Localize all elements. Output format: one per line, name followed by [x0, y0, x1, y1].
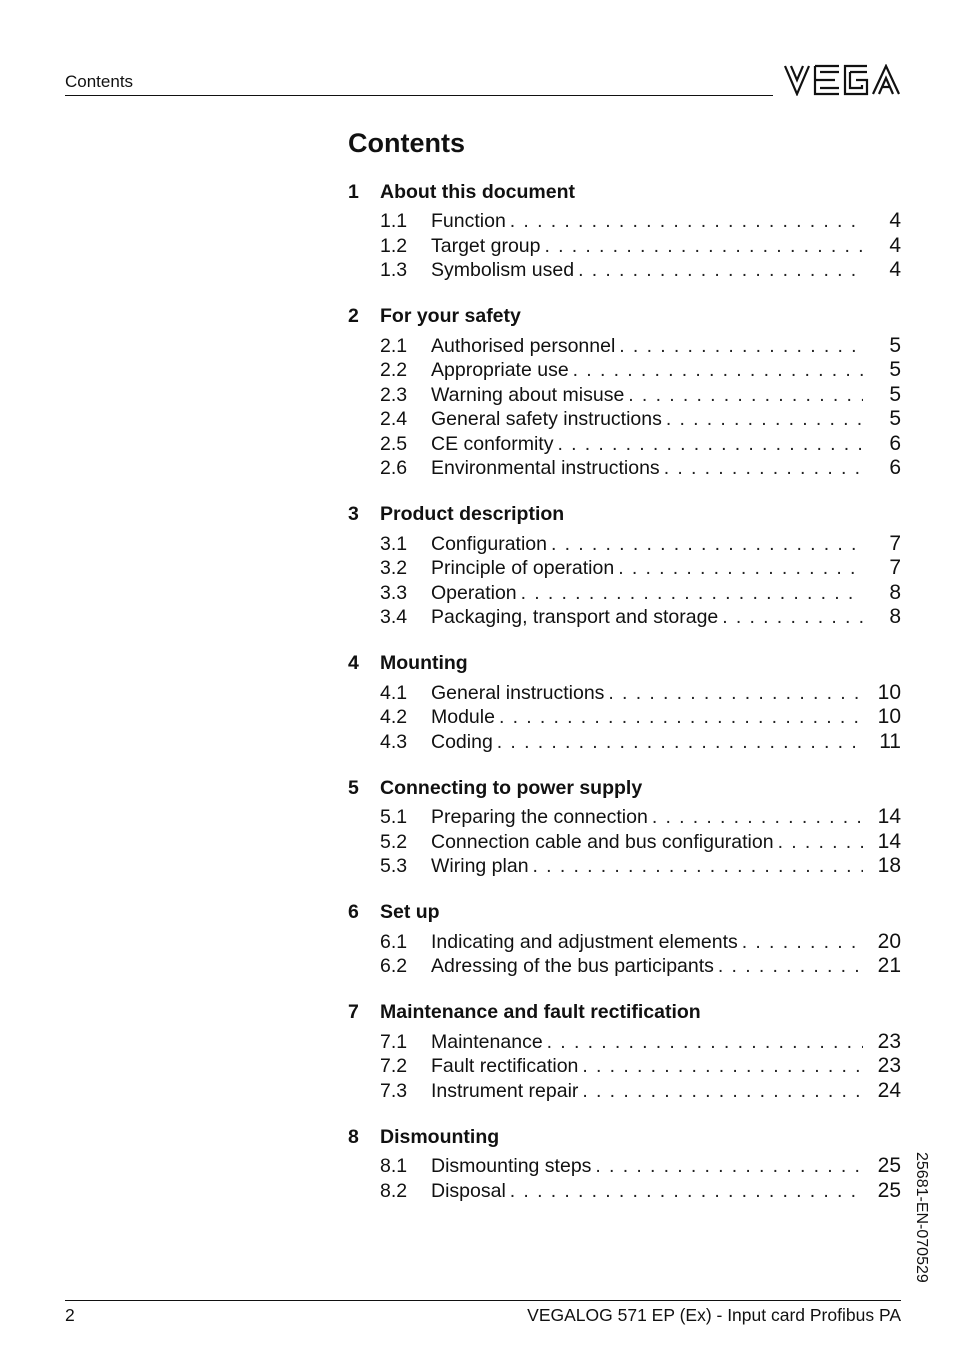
toc-entry[interactable] [348, 532, 901, 557]
section-title: Connecting to power supply [380, 776, 643, 799]
entry-page-number: 7 [889, 556, 901, 579]
toc-section [348, 501, 901, 630]
entry-number: 3.4 [380, 606, 408, 628]
dot-leader [664, 457, 863, 480]
dot-leader [582, 1055, 863, 1078]
entry-title: General safety instructions [431, 408, 662, 430]
toc-entry[interactable] [348, 1079, 901, 1104]
toc-entry[interactable] [348, 209, 901, 234]
section-title: For your safety [380, 305, 521, 327]
entry-number: 7.3 [380, 1079, 408, 1102]
entry-number: 5.1 [380, 806, 408, 828]
toc-section-heading[interactable] [348, 650, 901, 678]
entry-page-number: 21 [877, 954, 901, 977]
toc-section-heading[interactable] [348, 999, 901, 1027]
toc-section [348, 774, 901, 879]
entry-page-number: 25 [877, 1154, 901, 1177]
entry-page-number: 23 [877, 1054, 901, 1077]
entry-title: Disposal [431, 1179, 506, 1202]
section-title: Mounting [380, 652, 468, 674]
toc-entry[interactable] [348, 456, 901, 481]
entry-page-number: 4 [889, 233, 901, 257]
section-number: 2 [348, 305, 359, 327]
section-number: 5 [348, 776, 359, 799]
dot-leader [573, 359, 863, 382]
toc-entry[interactable] [348, 334, 901, 359]
header-section-label: Contents [65, 72, 134, 91]
entry-number: 2.4 [380, 408, 408, 430]
entry-page-number: 5 [889, 358, 901, 381]
dot-leader [497, 731, 863, 754]
entry-page-number: 5 [889, 333, 901, 357]
entry-number: 2.2 [380, 359, 408, 381]
toc-entry[interactable] [348, 1054, 901, 1079]
entry-title: Operation [431, 581, 517, 604]
dot-leader [551, 533, 863, 556]
toc-section-heading[interactable] [348, 303, 901, 331]
section-number: 7 [348, 1001, 359, 1023]
entry-title: Authorised personnel [431, 334, 616, 357]
dot-leader [499, 706, 863, 729]
entry-title: CE conformity [431, 432, 554, 455]
dot-leader [547, 1031, 863, 1054]
entry-page-number: 14 [877, 805, 901, 828]
table-of-contents [348, 178, 901, 1223]
section-number: 6 [348, 901, 359, 923]
vega-logo [783, 64, 901, 96]
section-title: Set up [380, 901, 440, 923]
entry-number: 6.2 [380, 955, 408, 977]
footer-rule [65, 1300, 901, 1301]
entry-title: Dismounting steps [431, 1155, 592, 1177]
dot-leader [545, 235, 864, 258]
dot-leader [582, 1080, 863, 1103]
dot-leader [778, 831, 863, 854]
entry-title: Function [431, 210, 506, 232]
dot-leader [608, 682, 863, 705]
entry-title: Symbolism used [431, 259, 575, 281]
section-number: 8 [348, 1125, 359, 1148]
entry-number: 8.1 [380, 1155, 408, 1177]
entry-page-number: 25 [877, 1178, 901, 1202]
toc-section [348, 1123, 901, 1203]
entry-title: Coding [431, 730, 493, 753]
entry-number: 8.2 [380, 1179, 408, 1202]
dot-leader [521, 582, 863, 605]
entry-page-number: 6 [889, 456, 901, 479]
toc-entry[interactable] [348, 407, 901, 432]
entry-number: 1.3 [380, 259, 408, 281]
entry-number: 5.2 [380, 830, 408, 853]
entry-title: Maintenance [431, 1030, 543, 1053]
entry-title: Fault rectification [431, 1055, 579, 1077]
entry-title: Target group [431, 234, 541, 257]
dot-leader [718, 955, 863, 978]
entry-number: 7.2 [380, 1055, 408, 1077]
entry-page-number: 20 [877, 929, 901, 953]
toc-entry[interactable] [348, 805, 901, 830]
toc-section [348, 303, 901, 481]
toc-section [348, 178, 901, 283]
entry-number: 2.6 [380, 457, 408, 479]
entry-title: Warning about misuse [431, 383, 625, 406]
section-number: 1 [348, 180, 359, 203]
entry-number: 3.1 [380, 532, 408, 555]
dot-leader [510, 210, 863, 233]
footer-document-title: VEGALOG 571 EP (Ex) - Input card Profibus PA [527, 1305, 901, 1325]
dot-leader [722, 606, 863, 629]
toc-section [348, 650, 901, 755]
toc-entry[interactable] [348, 830, 901, 855]
toc-entry[interactable] [348, 1179, 901, 1204]
entry-title: Module [431, 706, 495, 728]
toc-entry[interactable] [348, 258, 901, 283]
entry-title: Wiring plan [431, 855, 529, 877]
entry-page-number: 4 [889, 209, 901, 232]
toc-title: Contents [348, 128, 465, 158]
entry-page-number: 5 [889, 407, 901, 430]
dot-leader [510, 1180, 863, 1203]
toc-entry[interactable] [348, 234, 901, 259]
entry-page-number: 10 [877, 680, 901, 704]
footer-page-number: 2 [65, 1305, 75, 1325]
entry-page-number: 6 [889, 431, 901, 455]
section-number: 4 [348, 652, 359, 674]
entry-page-number: 8 [889, 580, 901, 604]
document-code: 25681-EN-070529 [913, 1152, 930, 1283]
entry-title: Environmental instructions [431, 457, 660, 479]
toc-section-heading[interactable] [348, 501, 901, 529]
entry-title: General instructions [431, 681, 605, 704]
toc-section [348, 899, 901, 979]
toc-entry[interactable] [348, 705, 901, 730]
entry-title: Packaging, transport and storage [431, 606, 719, 628]
toc-entry[interactable] [348, 681, 901, 706]
toc-entry[interactable] [348, 581, 901, 606]
toc-entry[interactable] [348, 954, 901, 979]
dot-leader [578, 259, 863, 282]
entry-page-number: 14 [877, 829, 901, 853]
entry-page-number: 23 [877, 1029, 901, 1053]
entry-page-number: 8 [889, 605, 901, 628]
dot-leader [628, 384, 863, 407]
entry-number: 4.3 [380, 730, 408, 753]
entry-page-number: 4 [889, 258, 901, 281]
entry-number: 2.5 [380, 432, 408, 455]
section-title: Product description [380, 503, 565, 525]
entry-page-number: 18 [877, 854, 901, 877]
toc-entry[interactable] [348, 854, 901, 879]
dot-leader [533, 855, 863, 878]
entry-title: Principle of operation [431, 557, 615, 579]
entry-number: 2.1 [380, 334, 408, 357]
entry-number: 5.3 [380, 855, 408, 877]
entry-number: 4.1 [380, 681, 408, 704]
section-title: Maintenance and fault rectification [380, 1001, 701, 1023]
entry-title: Configuration [431, 532, 547, 555]
dot-leader [595, 1155, 863, 1178]
toc-section [348, 999, 901, 1104]
toc-entry[interactable] [348, 383, 901, 408]
toc-section-heading[interactable] [348, 1123, 901, 1151]
toc-entry[interactable] [348, 358, 901, 383]
dot-leader [619, 335, 863, 358]
dot-leader [618, 557, 863, 580]
entry-title: Indicating and adjustment elements [431, 930, 738, 953]
toc-entry[interactable] [348, 730, 901, 755]
entry-title: Appropriate use [431, 359, 569, 381]
entry-page-number: 5 [889, 382, 901, 406]
entry-number: 1.1 [380, 210, 408, 232]
toc-entry[interactable] [348, 605, 901, 630]
entry-page-number: 10 [877, 705, 901, 728]
entry-number: 6.1 [380, 930, 408, 953]
entry-number: 4.2 [380, 706, 408, 728]
toc-section-heading[interactable] [348, 774, 901, 802]
dot-leader [652, 806, 863, 829]
dot-leader [557, 433, 863, 456]
entry-title: Adressing of the bus participants [431, 955, 714, 977]
section-title: Dismounting [380, 1125, 500, 1148]
dot-leader [666, 408, 863, 431]
entry-number: 7.1 [380, 1030, 408, 1053]
entry-page-number: 7 [889, 531, 901, 555]
toc-entry[interactable] [348, 556, 901, 581]
entry-number: 3.3 [380, 581, 408, 604]
section-title: About this document [380, 180, 575, 203]
section-number: 3 [348, 503, 359, 525]
entry-page-number: 24 [877, 1078, 901, 1102]
toc-entry[interactable] [348, 930, 901, 955]
toc-section-heading[interactable] [348, 899, 901, 927]
entry-number: 2.3 [380, 383, 408, 406]
entry-title: Preparing the connection [431, 806, 648, 828]
toc-entry[interactable] [348, 1154, 901, 1179]
entry-title: Instrument repair [431, 1079, 579, 1102]
entry-number: 1.2 [380, 234, 408, 257]
toc-entry[interactable] [348, 1030, 901, 1055]
entry-title: Connection cable and bus configuration [431, 830, 774, 853]
toc-entry[interactable] [348, 432, 901, 457]
entry-page-number: 11 [879, 729, 901, 753]
header-rule [65, 95, 773, 96]
entry-number: 3.2 [380, 557, 408, 579]
dot-leader [742, 931, 863, 954]
toc-section-heading[interactable] [348, 178, 901, 206]
